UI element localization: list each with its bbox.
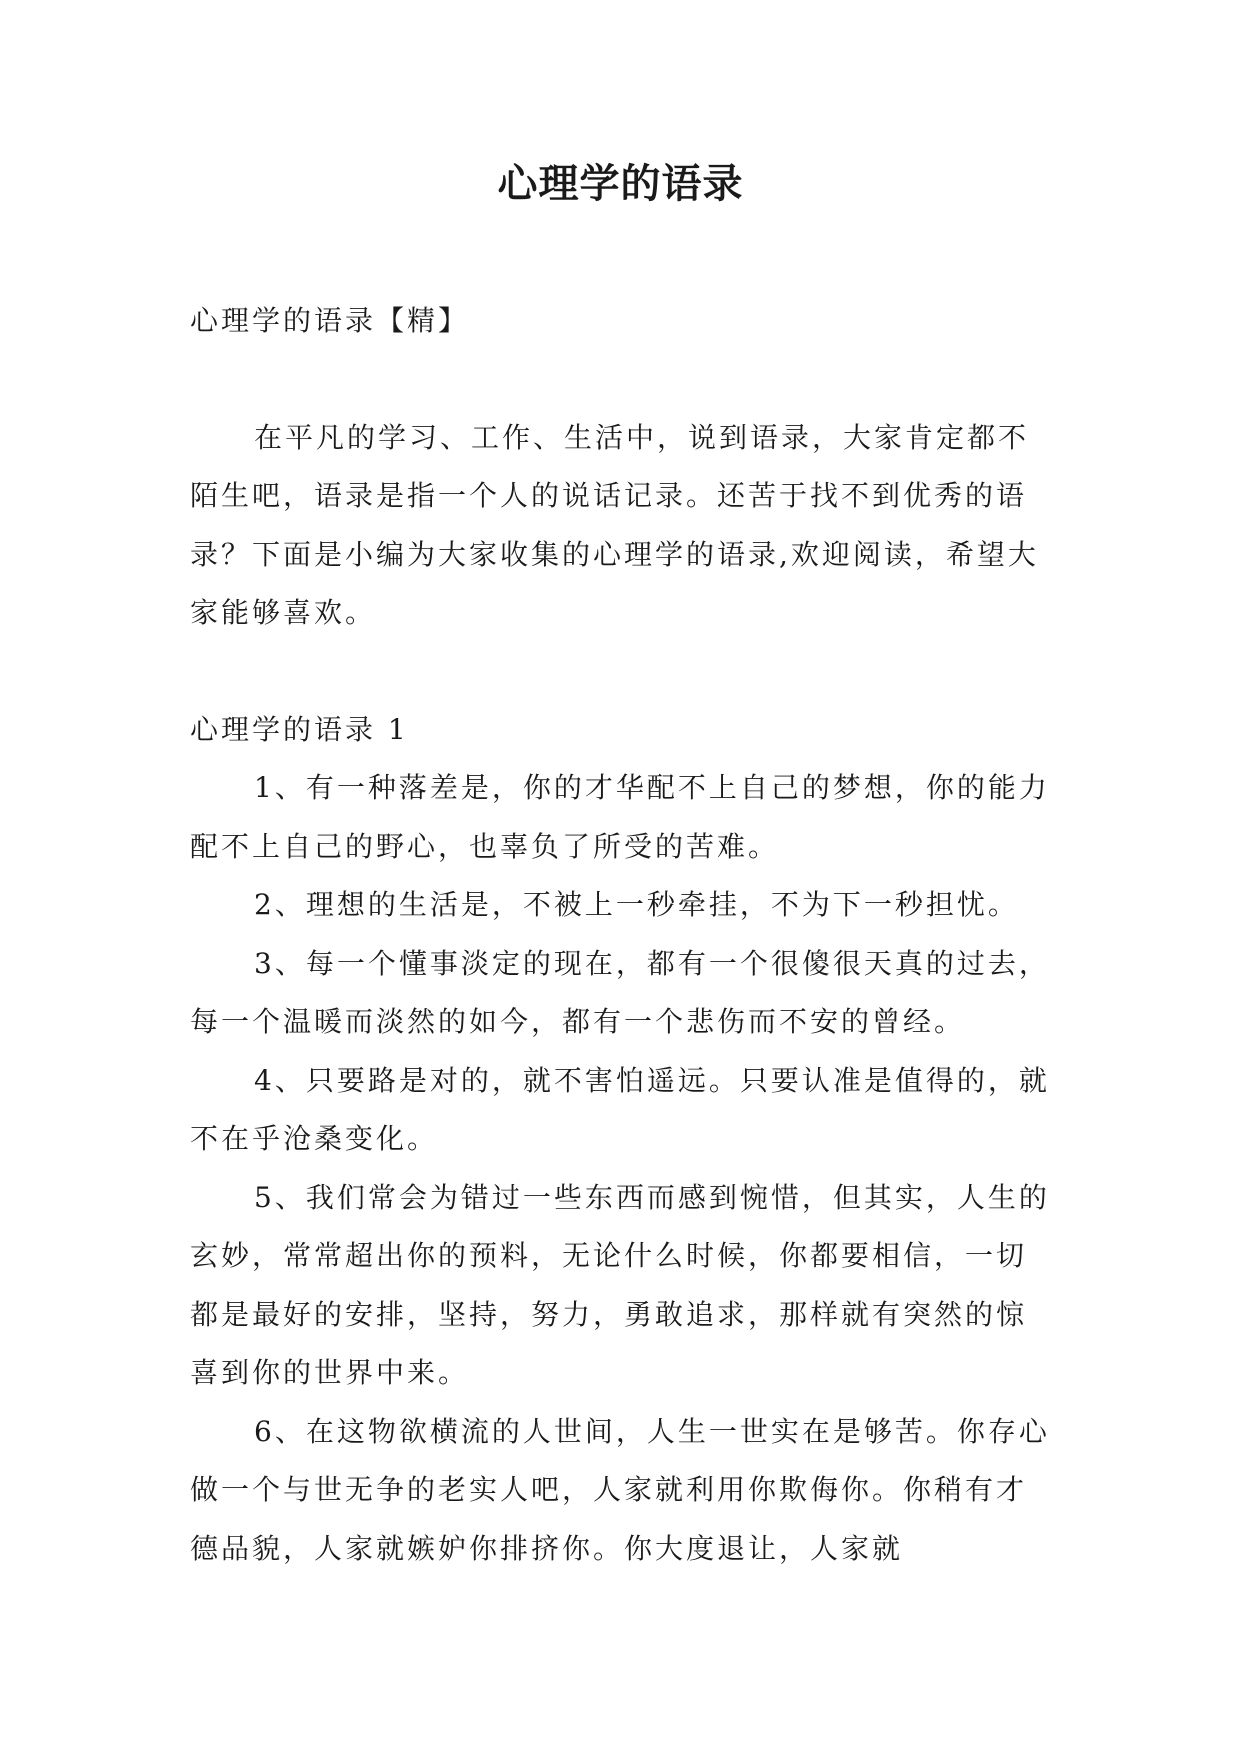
page-title: 心理学的语录 [497, 161, 744, 207]
quote-item: 6、在这物欲横流的人世间，人生一世实在是够苦。你存心做一个与世无争的老实人吧，人家就利用你欺侮你。你稍有才德品貌，人家就嫉妒你排挤你。你大度退让，人家就 [190, 1414, 1050, 1565]
section-heading: 心理学的语录 1 [190, 712, 409, 746]
quote-item: 2、理想的生活是，不被上一秒牵挂，不为下一秒担忧。 [254, 888, 1019, 921]
quote-item: 5、我们常会为错过一些东西而感到惋惜，但其实，人生的玄妙，常常超出你的预料，无论什么时候，你都要相信，一切都是最好的安排，坚持，努力，勇敢追求，那样就有突然的惊喜到你的世界中来。 [190, 1180, 1050, 1389]
quote-item: 3、每一个懂事淡定的现在，都有一个很傻很天真的过去，每一个温暖而淡然的如今，都有一个悲伤而不安的曾经。 [190, 946, 1050, 1038]
quote-item: 1、有一种落差是，你的才华配不上自己的梦想，你的能力配不上自己的野心，也辜负了所受的苦难。 [190, 771, 1050, 863]
intro-paragraph: 在平凡的学习、工作、生活中，说到语录，大家肯定都不陌生吧，语录是指一个人的说话记录。还苦于找不到优秀的语录？下面是小编为大家收集的心理学的语录,欢迎阅读，希望大家能够喜欢。 [190, 420, 1039, 629]
document-body [190, 292, 1050, 1578]
quote-item: 4、只要路是对的，就不害怕遥远。只要认准是值得的，就不在乎沧桑变化。 [190, 1063, 1050, 1155]
document-subtitle: 心理学的语录【精】 [190, 304, 470, 337]
